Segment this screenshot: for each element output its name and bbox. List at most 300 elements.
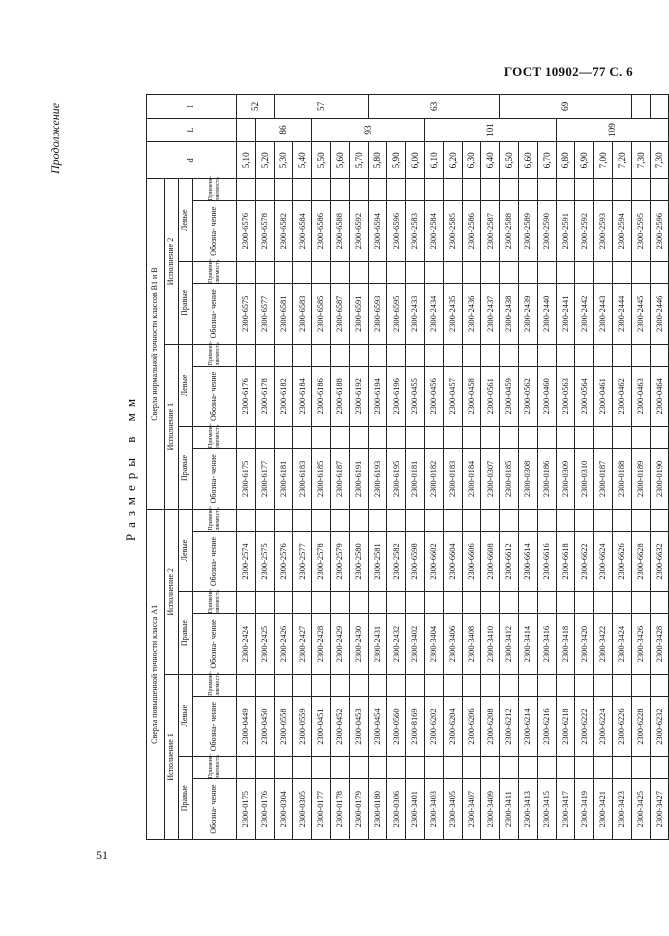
- applicability-cell: [556, 262, 575, 284]
- applicability-cell: [650, 344, 669, 366]
- designation-cell: 2300-6176: [237, 366, 256, 427]
- designation-cell: 2300-2577: [293, 531, 312, 592]
- designation-cell: 2300-6206: [462, 696, 481, 757]
- applicability-cell: [556, 179, 575, 201]
- applicability-cell: [612, 757, 631, 779]
- applicability-cell: [312, 674, 331, 696]
- header-right: Правые: [179, 262, 193, 345]
- applicability-cell: [481, 674, 500, 696]
- applicability-cell: [537, 344, 556, 366]
- designation-cell: 2300-3426: [631, 614, 650, 675]
- diameter-cell: 7,30: [631, 142, 650, 179]
- applicability-cell: [500, 262, 519, 284]
- diameter-cell: 7,00: [594, 142, 613, 179]
- applicability-cell: [368, 427, 387, 449]
- applicability-cell: [556, 509, 575, 531]
- applicability-cell: [594, 427, 613, 449]
- rotated-page: [118, 94, 665, 840]
- designation-cell: 2300-0189: [631, 449, 650, 510]
- designation-cell: 2300-3409: [481, 779, 500, 840]
- applicability-cell: [349, 179, 368, 201]
- designation-cell: 2300-6226: [612, 696, 631, 757]
- designation-cell: 2300-6586: [312, 201, 331, 262]
- table-row: [387, 95, 406, 840]
- applicability-cell: [349, 757, 368, 779]
- diameter-cell: 5,20: [255, 142, 274, 179]
- page-number: 51: [96, 848, 108, 862]
- diameter-cell: 5,40: [293, 142, 312, 179]
- applicability-cell: [274, 179, 293, 201]
- applicability-cell: [274, 427, 293, 449]
- designation-cell: 2300-3424: [612, 614, 631, 675]
- applicability-cell: [274, 674, 293, 696]
- applicability-cell: [255, 509, 274, 531]
- applicability-cell: [575, 757, 594, 779]
- applicability-cell: [631, 427, 650, 449]
- document-reference: ГОСТ 10902—77 С. 6: [503, 64, 633, 79]
- applicability-cell: [575, 509, 594, 531]
- length-l-cell: 52: [237, 95, 275, 119]
- applicability-cell: [631, 509, 650, 531]
- applicability-cell: [424, 674, 443, 696]
- applicability-cell: [237, 179, 256, 201]
- header-left: Левые: [179, 179, 193, 262]
- designation-cell: 2300-2580: [349, 531, 368, 592]
- applicability-cell: [237, 592, 256, 614]
- diameter-cell: 6,00: [406, 142, 425, 179]
- diameter-cell: 6,30: [462, 142, 481, 179]
- designation-cell: 2300-6575: [237, 283, 256, 344]
- table-row: [631, 95, 650, 840]
- applicability-cell: [500, 674, 519, 696]
- diameter-cell: 6,90: [575, 142, 594, 179]
- diameter-cell: 6,20: [443, 142, 462, 179]
- designation-cell: 2300-2582: [387, 531, 406, 592]
- applicability-cell: [312, 179, 331, 201]
- applicability-cell: [443, 592, 462, 614]
- diameter-cell: 5,50: [312, 142, 331, 179]
- diameter-cell: 6,80: [556, 142, 575, 179]
- table-title: Размеры в мм: [123, 392, 138, 542]
- applicability-cell: [462, 509, 481, 531]
- applicability-cell: [594, 262, 613, 284]
- designation-cell: 2300-2584: [424, 201, 443, 262]
- designation-cell: 2300-6192: [349, 366, 368, 427]
- designation-cell: 2300-6232: [650, 696, 669, 757]
- designation-cell: 2300-2442: [575, 283, 594, 344]
- applicability-cell: [612, 509, 631, 531]
- applicability-cell: [481, 592, 500, 614]
- designation-cell: 2300-2581: [368, 531, 387, 592]
- table-row: [462, 95, 481, 840]
- designation-cell: 2300-6594: [368, 201, 387, 262]
- applicability-cell: [594, 344, 613, 366]
- applicability-cell: [237, 427, 256, 449]
- designation-cell: 2300-2591: [556, 201, 575, 262]
- applicability-cell: [500, 757, 519, 779]
- designation-cell: 2300-0562: [518, 366, 537, 427]
- header-applicability: Примене- ляемость: [193, 592, 237, 614]
- designation-cell: 2300-3404: [424, 614, 443, 675]
- applicability-cell: [443, 509, 462, 531]
- applicability-cell: [518, 427, 537, 449]
- designation-cell: 2300-2446: [650, 283, 669, 344]
- applicability-cell: [424, 592, 443, 614]
- applicability-cell: [255, 262, 274, 284]
- applicability-cell: [312, 509, 331, 531]
- designation-cell: 2300-6588: [330, 201, 349, 262]
- designation-cell: 2300-0459: [500, 366, 519, 427]
- designation-cell: 2300-6606: [462, 531, 481, 592]
- applicability-cell: [612, 344, 631, 366]
- applicability-cell: [387, 262, 406, 284]
- applicability-cell: [537, 262, 556, 284]
- designation-cell: 2300-0457: [443, 366, 462, 427]
- applicability-cell: [274, 592, 293, 614]
- applicability-cell: [368, 757, 387, 779]
- applicability-cell: [424, 262, 443, 284]
- designation-cell: 2300-0455: [406, 366, 425, 427]
- designation-cell: 2300-6216: [537, 696, 556, 757]
- applicability-cell: [368, 344, 387, 366]
- length-l-cell: 63: [368, 95, 500, 119]
- applicability-cell: [500, 509, 519, 531]
- designation-cell: 2300-2445: [631, 283, 650, 344]
- designation-cell: 2300-2578: [312, 531, 331, 592]
- applicability-cell: [424, 179, 443, 201]
- designation-cell: 2300-0181: [406, 449, 425, 510]
- applicability-cell: [406, 674, 425, 696]
- designation-cell: 2300-6598: [406, 531, 425, 592]
- diameter-cell: 6,70: [537, 142, 556, 179]
- designation-cell: 2300-0177: [312, 779, 331, 840]
- applicability-cell: [518, 757, 537, 779]
- designation-cell: 2300-6214: [518, 696, 537, 757]
- diameter-cell: 6,60: [518, 142, 537, 179]
- designation-cell: 2300-0560: [387, 696, 406, 757]
- rotated-table-area: [118, 94, 665, 840]
- applicability-cell: [443, 427, 462, 449]
- table-row: [424, 95, 443, 840]
- designation-cell: 2300-0564: [575, 366, 594, 427]
- applicability-cell: [612, 179, 631, 201]
- designation-cell: 2300-2443: [594, 283, 613, 344]
- applicability-cell: [406, 592, 425, 614]
- designation-cell: 2300-6196: [387, 366, 406, 427]
- applicability-cell: [594, 674, 613, 696]
- applicability-cell: [481, 344, 500, 366]
- diameter-cell: 7,20: [612, 142, 631, 179]
- applicability-cell: [237, 344, 256, 366]
- applicability-cell: [575, 179, 594, 201]
- designation-cell: 2300-6202: [424, 696, 443, 757]
- applicability-cell: [537, 179, 556, 201]
- applicability-cell: [293, 757, 312, 779]
- applicability-cell: [518, 509, 537, 531]
- applicability-cell: [594, 757, 613, 779]
- applicability-cell: [556, 344, 575, 366]
- applicability-cell: [518, 592, 537, 614]
- applicability-cell: [293, 179, 312, 201]
- applicability-cell: [368, 592, 387, 614]
- table-row: [612, 95, 631, 840]
- header-left: Левые: [179, 344, 193, 427]
- diameter-cell: 7,30: [650, 142, 669, 179]
- length-L-cell: 109: [556, 118, 669, 142]
- designation-cell: 2300-3405: [443, 779, 462, 840]
- applicability-cell: [500, 179, 519, 201]
- designation-cell: 2300-6183: [293, 449, 312, 510]
- designation-cell: 2300-0451: [312, 696, 331, 757]
- designation-cell: 2300-0558: [274, 696, 293, 757]
- designation-cell: 2300-3410: [481, 614, 500, 675]
- designation-cell: 2300-0308: [518, 449, 537, 510]
- header-designation: Обозна- чение: [193, 201, 237, 262]
- applicability-cell: [424, 757, 443, 779]
- designation-cell: 2300-2586: [462, 201, 481, 262]
- designation-cell: 2300-0180: [368, 779, 387, 840]
- applicability-cell: [462, 757, 481, 779]
- applicability-cell: [330, 757, 349, 779]
- designation-cell: 2300-6184: [293, 366, 312, 427]
- designation-cell: 2300-6585: [312, 283, 331, 344]
- applicability-cell: [575, 674, 594, 696]
- applicability-cell: [349, 262, 368, 284]
- designation-cell: 2300-6582: [274, 201, 293, 262]
- designation-cell: 2300-3416: [537, 614, 556, 675]
- designation-cell: 2300-3425: [631, 779, 650, 840]
- designation-cell: 2300-2441: [556, 283, 575, 344]
- designation-cell: 2300-3427: [650, 779, 669, 840]
- applicability-cell: [481, 427, 500, 449]
- designation-cell: 2300-0454: [368, 696, 387, 757]
- table-row: [500, 95, 519, 840]
- applicability-cell: [406, 757, 425, 779]
- applicability-cell: [462, 674, 481, 696]
- applicability-cell: [387, 344, 406, 366]
- table-row: [237, 95, 256, 840]
- applicability-cell: [462, 427, 481, 449]
- applicability-cell: [650, 592, 669, 614]
- designation-cell: 2300-2437: [481, 283, 500, 344]
- applicability-cell: [443, 262, 462, 284]
- table-row: [330, 95, 349, 840]
- applicability-cell: [518, 179, 537, 201]
- designation-cell: 2300-6578: [255, 201, 274, 262]
- designation-cell: 2300-6596: [387, 201, 406, 262]
- designation-cell: 2300-6228: [631, 696, 650, 757]
- applicability-cell: [349, 674, 368, 696]
- applicability-cell: [462, 179, 481, 201]
- applicability-cell: [575, 427, 594, 449]
- designation-cell: 2300-2587: [481, 201, 500, 262]
- designation-cell: 2300-2428: [312, 614, 331, 675]
- designation-cell: 2300-3407: [462, 779, 481, 840]
- applicability-cell: [368, 262, 387, 284]
- designation-cell: 2300-6592: [349, 201, 368, 262]
- applicability-cell: [650, 757, 669, 779]
- header-group-normal-b1-b: Сверла нормальной точности классов В1 и В: [147, 179, 165, 509]
- applicability-cell: [631, 674, 650, 696]
- designation-cell: 2300-6622: [575, 531, 594, 592]
- designation-cell: 2300-6177: [255, 449, 274, 510]
- diameter-cell: 5,10: [237, 142, 256, 179]
- designation-cell: 2300-2431: [368, 614, 387, 675]
- designation-cell: 2300-0182: [424, 449, 443, 510]
- applicability-cell: [594, 592, 613, 614]
- designation-cell: 2300-2440: [537, 283, 556, 344]
- designation-cell: 2300-0463: [631, 366, 650, 427]
- designation-cell: 2300-6181: [274, 449, 293, 510]
- table-row: [650, 95, 669, 840]
- designation-cell: 2300-0561: [481, 366, 500, 427]
- designation-cell: 2300-6186: [312, 366, 331, 427]
- applicability-cell: [575, 262, 594, 284]
- designation-cell: 2300-2430: [349, 614, 368, 675]
- designation-cell: 2300-6191: [349, 449, 368, 510]
- applicability-cell: [443, 674, 462, 696]
- applicability-cell: [575, 344, 594, 366]
- applicability-cell: [631, 344, 650, 366]
- length-L-cell: 93: [312, 118, 425, 142]
- empty-cell: [650, 95, 669, 119]
- header-designation: Обозна- чение: [193, 696, 237, 757]
- diameter-cell: 5,60: [330, 142, 349, 179]
- header-right: Правые: [179, 427, 193, 510]
- applicability-cell: [650, 179, 669, 201]
- designation-cell: 2300-2579: [330, 531, 349, 592]
- applicability-cell: [330, 509, 349, 531]
- designation-cell: 2300-6185: [312, 449, 331, 510]
- designation-cell: 2300-6593: [368, 283, 387, 344]
- designation-cell: 2300-0190: [650, 449, 669, 510]
- designation-cell: 2300-2592: [575, 201, 594, 262]
- designation-cell: 2300-2432: [387, 614, 406, 675]
- designation-cell: 2300-2435: [443, 283, 462, 344]
- designation-cell: 2300-0305: [293, 779, 312, 840]
- applicability-cell: [631, 757, 650, 779]
- applicability-cell: [293, 262, 312, 284]
- designation-cell: 2300-6616: [537, 531, 556, 592]
- designation-cell: 2300-6587: [330, 283, 349, 344]
- designation-cell: 2300-6591: [349, 283, 368, 344]
- header-right: Правые: [179, 757, 193, 840]
- applicability-cell: [349, 509, 368, 531]
- applicability-cell: [274, 509, 293, 531]
- designation-cell: 2300-2427: [293, 614, 312, 675]
- header-applicability: Примене- ляемость: [193, 427, 237, 449]
- designation-cell: 2300-6602: [424, 531, 443, 592]
- designation-cell: 2300-3421: [594, 779, 613, 840]
- designation-cell: 2300-0460: [537, 366, 556, 427]
- designation-cell: 2300-6193: [368, 449, 387, 510]
- applicability-cell: [274, 344, 293, 366]
- applicability-cell: [424, 344, 443, 366]
- applicability-cell: [518, 344, 537, 366]
- applicability-cell: [612, 262, 631, 284]
- designation-cell: 2300-2426: [274, 614, 293, 675]
- applicability-cell: [255, 674, 274, 696]
- applicability-cell: [518, 262, 537, 284]
- designation-cell: 2300-6195: [387, 449, 406, 510]
- designation-cell: 2300-0452: [330, 696, 349, 757]
- table-row: [575, 95, 594, 840]
- applicability-cell: [293, 592, 312, 614]
- applicability-cell: [387, 427, 406, 449]
- table-row: [312, 95, 331, 840]
- designation-cell: 2300-2588: [500, 201, 519, 262]
- length-L-cell: 86: [255, 118, 311, 142]
- designation-cell: 2300-2425: [255, 614, 274, 675]
- applicability-cell: [631, 262, 650, 284]
- table-row: [406, 95, 425, 840]
- designation-cell: 2300-6175: [237, 449, 256, 510]
- applicability-cell: [255, 427, 274, 449]
- diameter-cell: 6,50: [500, 142, 519, 179]
- designation-cell: 2300-2424: [237, 614, 256, 675]
- header-designation: Обозна- чение: [193, 449, 237, 510]
- designation-cell: 2300-0464: [650, 366, 669, 427]
- applicability-cell: [293, 509, 312, 531]
- header-designation: Обозна- чение: [193, 779, 237, 840]
- applicability-cell: [237, 674, 256, 696]
- applicability-cell: [537, 592, 556, 614]
- designation-cell: 2300-0175: [237, 779, 256, 840]
- designation-cell: 2300-0187: [594, 449, 613, 510]
- applicability-cell: [349, 344, 368, 366]
- applicability-cell: [424, 509, 443, 531]
- designation-cell: 2300-0450: [255, 696, 274, 757]
- header-col-d: d: [147, 142, 237, 179]
- applicability-cell: [406, 427, 425, 449]
- designation-cell: 2300-6628: [631, 531, 650, 592]
- designation-cell: 2300-0559: [293, 696, 312, 757]
- designation-cell: 2300-2595: [631, 201, 650, 262]
- applicability-cell: [274, 757, 293, 779]
- applicability-cell: [556, 592, 575, 614]
- table-row: [255, 95, 274, 840]
- designation-cell: 2300-2433: [406, 283, 425, 344]
- table-row: [368, 95, 387, 840]
- table-row: [518, 95, 537, 840]
- designation-cell: 2300-6577: [255, 283, 274, 344]
- applicability-cell: [368, 674, 387, 696]
- empty-cell: [631, 95, 650, 119]
- applicability-cell: [462, 592, 481, 614]
- diameter-cell: 5,30: [274, 142, 293, 179]
- applicability-cell: [650, 262, 669, 284]
- applicability-cell: [500, 344, 519, 366]
- designation-cell: 2300-6204: [443, 696, 462, 757]
- designation-cell: 2300-0458: [462, 366, 481, 427]
- applicability-cell: [387, 757, 406, 779]
- designation-cell: 2300-0307: [481, 449, 500, 510]
- designation-cell: 2300-0456: [424, 366, 443, 427]
- applicability-cell: [462, 344, 481, 366]
- designation-cell: 2300-2574: [237, 531, 256, 592]
- table-row: [537, 95, 556, 840]
- designation-cell: 2300-3402: [406, 614, 425, 675]
- applicability-cell: [537, 427, 556, 449]
- diameter-cell: 6,10: [424, 142, 443, 179]
- designation-cell: 2300-6182: [274, 366, 293, 427]
- designation-cell: 2300-6618: [556, 531, 575, 592]
- applicability-cell: [406, 509, 425, 531]
- designation-cell: 2300-0178: [330, 779, 349, 840]
- designation-cell: 2300-3401: [406, 779, 425, 840]
- applicability-cell: [500, 592, 519, 614]
- drill-designation-table: [146, 94, 669, 840]
